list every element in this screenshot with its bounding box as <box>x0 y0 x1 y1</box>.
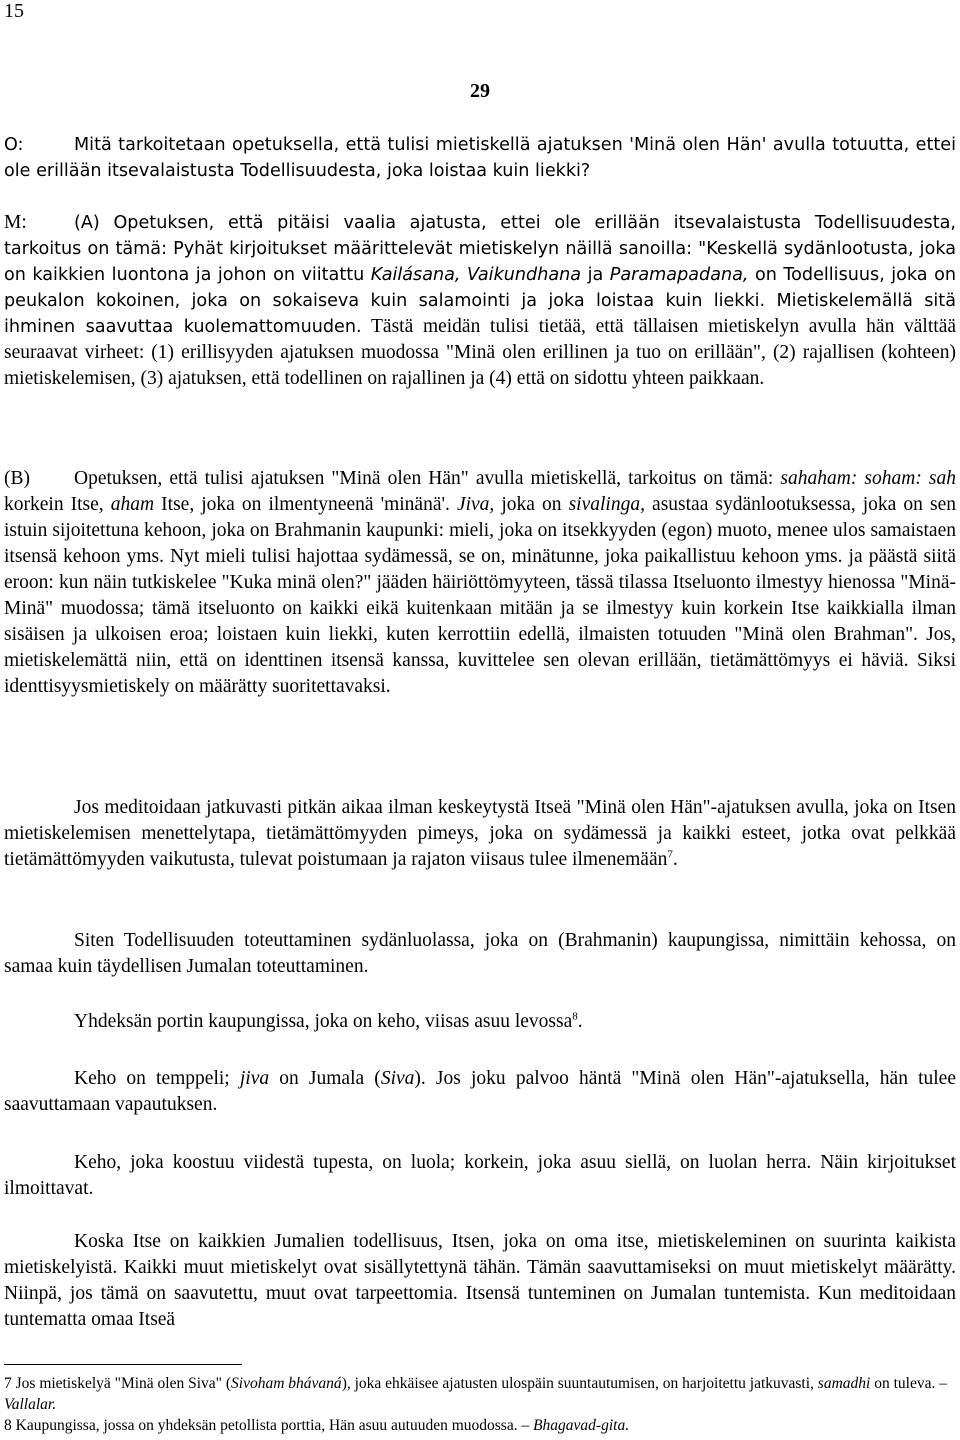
footnote-7 <box>4 1373 956 1415</box>
answer-b-part5: asustaa sydänlootuksessa, joka on sen istuin sijoitettuna kehoon, joka on Brahmanin kaupunki: mieli, joka on itsekkyyden (egon) muoto, menee ulos samaistaen itsensä kehoon yms. Nyt mieli tulisi hajottaa sydämessä, se on, minätunne, joka paikallistuu kehoon yms. ja päästä siitä eroon: kun näin tutkiskelee "Kuka minä olen?" jääden häiriöttömyyteen, tässä tilassa Itseluonto ilmestyy hienossa "Minä-Minä" muodossa; tämä itseluonto on kaikki eikä kuitenkaan mitään ja se ilmestyy kuin korkein Itse kaikkialla ilman sisäisen ja ulkoisen eroa; loistaen kuin liekki, kuten kerrottiin edellä, ilmaisten totuuden "Minä olen Brahman". Jos, mietiskelemättä niin, että on identtinen itsensä kanssa, kuvittelee sen olevan erillään, tietämättömyys ei häviä. Siksi identtisyysmietiskely on määrätty suoritettavaksi. <box>4 494 956 697</box>
answer-a-part2: ja <box>581 265 610 285</box>
footnote-separator <box>4 1364 242 1365</box>
keho-part-b: on Jumala ( <box>269 1068 381 1089</box>
page-number: 29 <box>470 80 490 102</box>
answer-a-term2: Paramapadana, <box>609 265 749 285</box>
keho-part-c: ). Jos joku palvoo häntä "Minä olen Hän"-ajatuksella, hän tulee saavuttamaan vapautuksen. <box>4 1068 956 1115</box>
answer-label: M: <box>4 212 27 233</box>
footnote-ref-8: 8 <box>572 1010 578 1023</box>
answer-a-term1: Kailásana, Vaikundhana <box>370 265 582 285</box>
footnote-8-source: Bhagavad-gita. <box>533 1417 630 1434</box>
footnote-7-part-b: ), joka ehkäisee ajatusten ulospäin suuntautumisen, on harjoitettu jatkuvasti, <box>341 1375 818 1392</box>
question-label: O: <box>4 135 24 155</box>
corner-page-number: 15 <box>4 0 24 22</box>
footnote-7-term1: Sivoham bhávaná <box>231 1375 342 1392</box>
answer-b-part2: korkein Itse, <box>4 494 111 515</box>
footnote-7-part-a: 7 Jos mietiskelyä "Minä olen Siva" ( <box>4 1375 232 1392</box>
paragraph-jos-end: . <box>672 849 678 870</box>
answer-b-term3: Jiva, <box>456 494 495 515</box>
keho-part-a: Keho on temppeli; <box>74 1068 240 1089</box>
answer-b-part4: joka on <box>494 494 569 515</box>
paragraph-siten: Siten Todellisuuden toteuttaminen sydänluolassa, joka on (Brahmanin) kaupungissa, nimittäin kehossa, on samaa kuin täydellisen Jumalan toteuttaminen. <box>4 930 956 977</box>
paragraph-yhdeksan <box>4 1009 956 1035</box>
answer-a-part4: Tästä meidän tulisi tietää, että tällaisen mietiskelyn avulla hän välttää seuraavat virheet: (1) erillisyyden ajatuksen muodossa "Minä olen erillinen ja tuo on erillään", (2) rajallisen (kohteen) mietiskelemisen, (3) ajatuksen, että todellinen on rajallinen ja (4) että on sidottu yhteen paikkaan. <box>4 316 956 389</box>
answer-b-label: (B) <box>4 468 30 489</box>
footnote-7-part-c: on tuleva. – <box>870 1375 947 1392</box>
answer-a-paragraph <box>4 210 956 392</box>
footnote-8 <box>4 1415 956 1436</box>
question-paragraph <box>4 132 956 184</box>
footnote-7-term2: samadhi <box>817 1375 871 1392</box>
answer-a-part1: (A) Opetuksen, että pitäisi vaalia ajatusta, ettei ole erillään itsevalaistusta Todellisuudesta, tarkoitus on tämä: Pyhät kirjoitukset määrittelevät mietiskelyn näillä sanoilla: "Keskellä sydänlootusta, joka on kaikkien luontona ja johon on viitattu <box>4 213 956 285</box>
keho-term-siva: Siva <box>380 1068 415 1089</box>
answer-b-paragraph <box>4 466 956 700</box>
footnote-7-source: Vallalar. <box>4 1396 57 1413</box>
paragraph-koska: Koska Itse on kaikkien Jumalien todellisuus, Itsen, joka on oma itse, mietiskeleminen on suurinta kaikista mietiskelyistä. Kaikki muut mietiskelyt ovat sisällytettynä tähän. Tämän saavuttamiseksi on muut mietiskelyt määrätty. Niinpä, jos tämä on saavutettu, muut ovat tarpeettomia. Itsensä tunteminen on Jumalan tuntemista. Kun meditoidaan tuntematta omaa Itseä <box>4 1231 956 1330</box>
answer-b-term2: aham <box>110 494 155 515</box>
answer-b-part3: Itse, joka on ilmentyneenä 'minänä'. <box>154 494 457 515</box>
paragraph-keho-cave: Keho, joka koostuu viidestä tupesta, on luola; korkein, joka asuu siellä, on luolan herra. Näin kirjoitukset ilmoittavat. <box>4 1152 956 1199</box>
answer-a-part3: on Todellisuus, joka on peukalon kokoinen, joka on sokaiseva kuin salamointi ja joka loistaa kuin liekki. Mietiskelemällä sitä ihminen saavuttaa kuolemattomuuden. <box>4 265 956 337</box>
paragraph-yhdeksan-end: . <box>577 1011 583 1032</box>
answer-b-term1: sahaham: soham: sah <box>780 468 957 489</box>
answer-b-term4: sivalinga, <box>568 494 645 515</box>
paragraph-jos <box>4 795 956 873</box>
keho-term-jiva: jiva <box>239 1068 270 1089</box>
footnote-ref-7: 7 <box>667 848 673 861</box>
paragraph-yhdeksan-text: Yhdeksän portin kaupungissa, joka on keho, viisas asuu levossa <box>74 1011 573 1032</box>
answer-b-part1: Opetuksen, että tulisi ajatuksen "Minä olen Hän" avulla mietiskellä, tarkoitus on tämä: <box>74 468 781 489</box>
paragraph-jos-text: Jos meditoidaan jatkuvasti pitkän aikaa ilman keskeytystä Itseä "Minä olen Hän"-ajatuksen avulla, joka on Itsen mietiskelemisen menettelytapa, tietämättömyyden pimeys, joka on sydämessä ja kaikki esteet, jotka ovat pelkkää tietämättömyyden vaikutusta, tulevat poistumaan ja rajaton viisaus tulee ilmenemään <box>4 797 956 870</box>
footnote-8-text: 8 Kaupungissa, jossa on yhdeksän petollista porttia, Hän asuu autuuden muodossa. – <box>4 1417 534 1434</box>
paragraph-keho-temple <box>4 1066 956 1118</box>
question-text: Mitä tarkoitetaan opetuksella, että tulisi mietiskellä ajatuksen 'Minä olen Hän' avulla totuutta, ettei ole erillään itsevalaistusta Todellisuudesta, joka loistaa kuin liekki? <box>4 135 956 181</box>
